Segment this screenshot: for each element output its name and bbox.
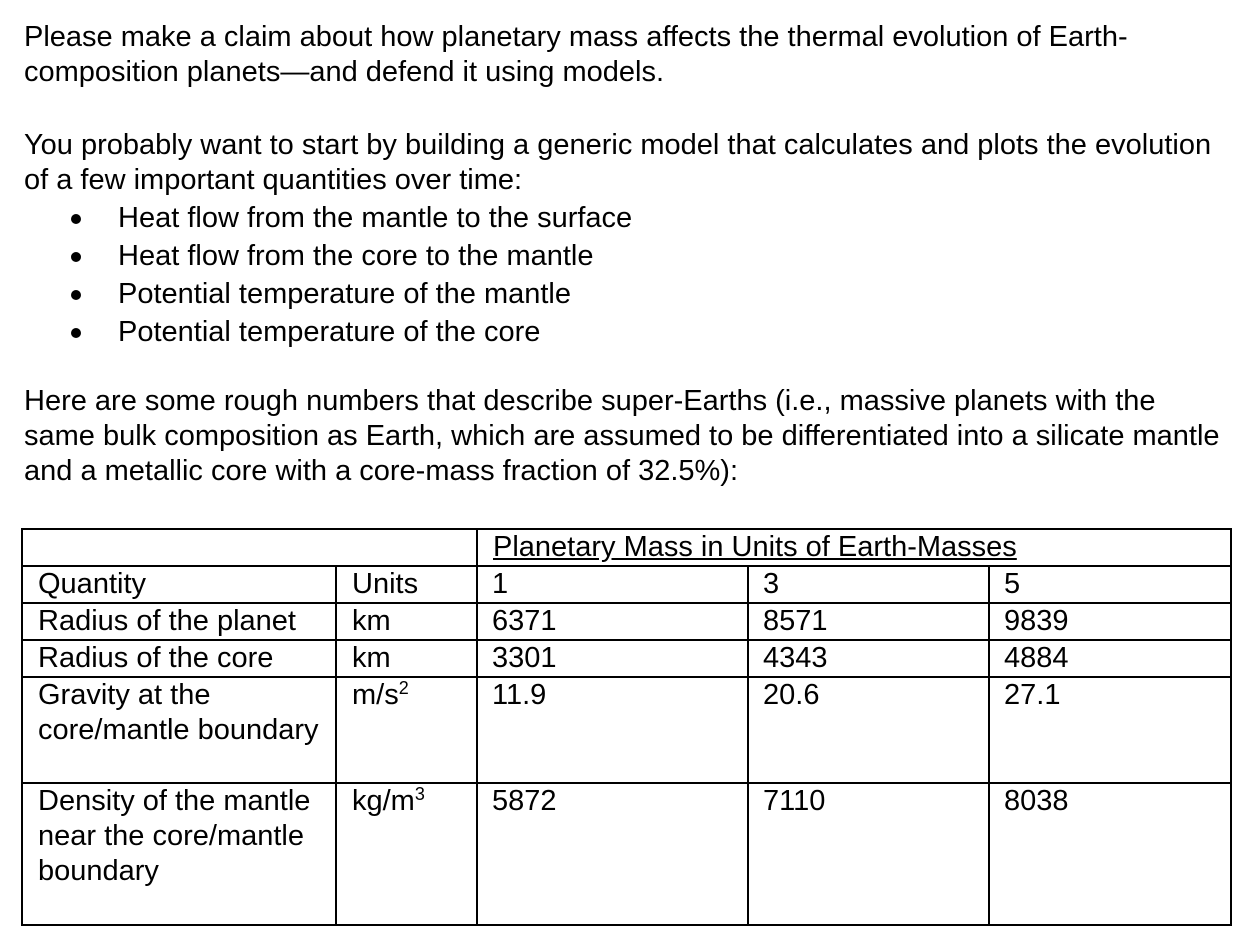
value-cell: 6371 bbox=[477, 603, 748, 640]
bullet-icon bbox=[71, 290, 81, 300]
mass-1-header: 1 bbox=[477, 566, 748, 603]
list-item bbox=[0, 313, 632, 351]
table-row bbox=[22, 603, 1231, 640]
list-item-label: Potential temperature of the mantle bbox=[118, 278, 571, 310]
value-cell: 4884 bbox=[989, 640, 1231, 677]
mass-5-header: 5 bbox=[989, 566, 1231, 603]
units-base: kg/m bbox=[352, 785, 415, 817]
mass-3-header: 3 bbox=[748, 566, 989, 603]
bullet-icon bbox=[71, 328, 81, 338]
value-cell: 11.9 bbox=[477, 677, 748, 783]
units-cell bbox=[336, 677, 477, 783]
list-item-label: Heat flow from the core to the mantle bbox=[118, 240, 594, 272]
value-cell: 9839 bbox=[989, 603, 1231, 640]
model-prompt: You probably want to start by building a generic model that calculates and plots the evolution of a few important quantities over time: bbox=[24, 129, 1212, 196]
table-row bbox=[22, 783, 1231, 925]
units-cell: km bbox=[336, 603, 477, 640]
quantity-column-header: Quantity bbox=[22, 566, 336, 603]
value-cell: 3301 bbox=[477, 640, 748, 677]
quantities-list bbox=[0, 199, 632, 351]
units-cell bbox=[336, 783, 477, 925]
quantity-cell: Gravity at the core/mantle boundary bbox=[22, 677, 336, 783]
quantity-cell: Radius of the core bbox=[22, 640, 336, 677]
list-item-label: Potential temperature of the core bbox=[118, 316, 541, 348]
bullet-icon bbox=[71, 252, 81, 262]
list-item bbox=[0, 237, 632, 275]
mass-group-header-label: Planetary Mass in Units of Earth-Masses bbox=[493, 531, 1017, 563]
claim-prompt: Please make a claim about how planetary mass affects the thermal evolution of Earth-composition planets—and defend it using models. bbox=[24, 21, 1128, 88]
value-cell: 8571 bbox=[748, 603, 989, 640]
table-header-row bbox=[22, 566, 1231, 603]
list-item-label: Heat flow from the mantle to the surface bbox=[118, 202, 633, 234]
quantity-cell: Radius of the planet bbox=[22, 603, 336, 640]
value-cell: 20.6 bbox=[748, 677, 989, 783]
units-exponent: 3 bbox=[414, 784, 425, 804]
list-item bbox=[0, 275, 632, 313]
units-exponent: 2 bbox=[398, 678, 409, 698]
super-earth-table bbox=[21, 528, 1232, 926]
units-base: m/s bbox=[352, 679, 399, 711]
value-cell: 7110 bbox=[748, 783, 989, 925]
table-blank-cell bbox=[22, 529, 477, 566]
units-cell: km bbox=[336, 640, 477, 677]
table-row bbox=[22, 640, 1231, 677]
value-cell: 8038 bbox=[989, 783, 1231, 925]
value-cell: 5872 bbox=[477, 783, 748, 925]
value-cell: 27.1 bbox=[989, 677, 1231, 783]
numbers-intro: Here are some rough numbers that describe super-Earths (i.e., massive planets with the same bulk composition as Earth, which are assumed to be differentiated into a silicate mantle and a metallic core with a core-mass fraction of 32.5%): bbox=[24, 385, 1220, 487]
bullet-icon bbox=[71, 214, 81, 224]
quantity-cell: Density of the mantle near the core/mantle boundary bbox=[22, 783, 336, 925]
value-cell: 4343 bbox=[748, 640, 989, 677]
table-group-header-row bbox=[22, 529, 1231, 566]
list-item bbox=[0, 199, 632, 237]
mass-group-header bbox=[477, 529, 1231, 566]
units-column-header: Units bbox=[336, 566, 477, 603]
table-row bbox=[22, 677, 1231, 783]
